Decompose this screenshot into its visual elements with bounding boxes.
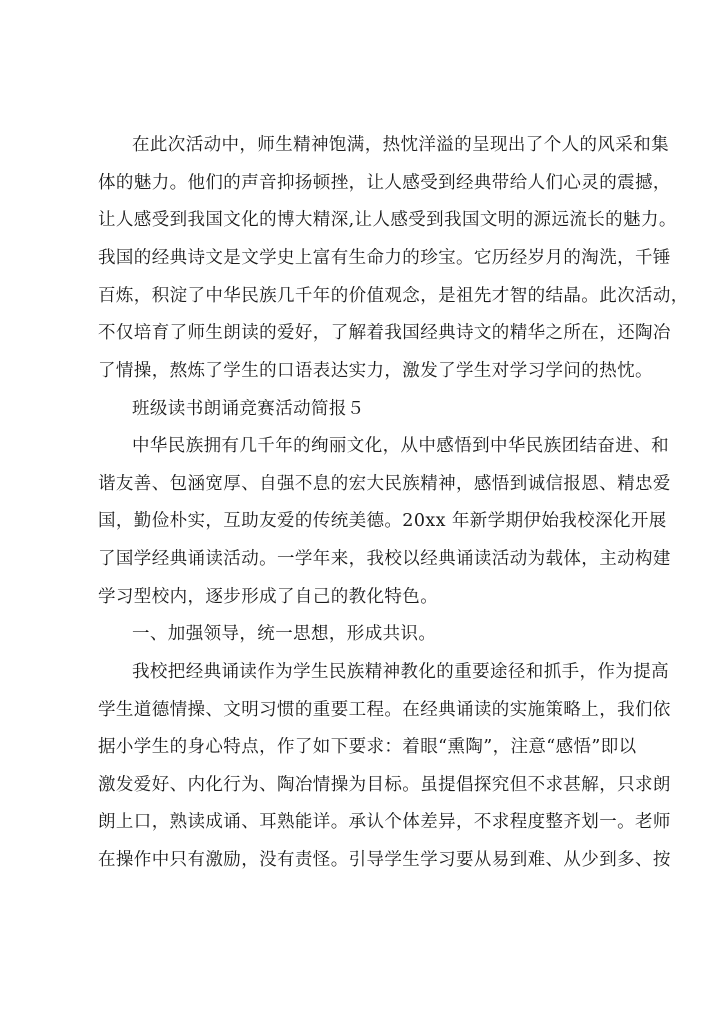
- paragraph-3-line-4: 激发爱好、内化行为、陶冶情操为目标。虽提倡探究但不求甚解，只求朗: [98, 775, 671, 795]
- subheading: 一、加强领导，统一思想，形成共识。: [132, 624, 437, 644]
- paragraph-1-line-1: 在此次活动中，师生精神饱满，热忱洋溢的呈现出了个人的风采和集: [132, 135, 669, 155]
- paragraph-2-line-5: 学习型校内，逐步形成了自己的教化特色。: [98, 587, 439, 607]
- paragraph-3-line-3: 据小学生的身心特点，作了如下要求：着眼“熏陶”，注意“感悟”即以: [98, 737, 637, 757]
- paragraph-2-line-1: 中华民族拥有几千年的绚丽文化，从中感悟到中华民族团结奋进、和: [132, 436, 669, 456]
- paragraph-3-line-2: 学生道德情操、文明习惯的重要工程。在经典诵读的实施策略上，我们依: [98, 700, 671, 720]
- paragraph-2-line-4: 了国学经典诵读活动。一学年来，我校以经典诵读活动为载体，主动构建: [98, 549, 671, 569]
- paragraph-3-line-6: 在操作中只有激励，没有责怪。引导学生学习要从易到难、从少到多、按: [98, 850, 671, 870]
- paragraph-1-line-7: 了情操，熬炼了学生的口语表达实力，激发了学生对学习学问的热忱。: [98, 361, 653, 381]
- section-heading: 班级读书朗诵竞赛活动简报５: [132, 399, 365, 419]
- paragraph-1-line-3: 让人感受到我国文化的博大精深,让人感受到我国文明的源远流长的魅力。: [98, 210, 677, 230]
- paragraph-1-line-4: 我国的经典诗文是文学史上富有生命力的珍宝。它历经岁月的淘洗，千锤: [98, 248, 671, 268]
- paragraph-2-line-2: 谐友善、包涵宽厚、自强不息的宏大民族精神，感悟到诚信报恩、精忠爱: [98, 474, 671, 494]
- paragraph-1-line-6: 不仅培育了师生朗读的爱好，了解着我国经典诗文的精华之所在，还陶冶: [98, 323, 671, 343]
- paragraph-3-line-1: 我校把经典诵读作为学生民族精神教化的重要途径和抓手，作为提高: [132, 662, 669, 682]
- paragraph-3-line-5: 朗上口，熟读成诵、耳熟能详。承认个体差异，不求程度整齐划一。老师: [98, 812, 671, 832]
- paragraph-2-line-3: 国，勤俭朴实，互助友爱的传统美德。20xx 年新学期伊始我校深化开展: [98, 511, 667, 531]
- paragraph-1-line-5: 百炼，积淀了中华民族几千年的价值观念，是祖先才智的结晶。此次活动，: [98, 286, 689, 306]
- paragraph-1-line-2: 体的魅力。他们的声音抑扬顿挫，让人感受到经典带给人们心灵的震撼，: [98, 173, 671, 193]
